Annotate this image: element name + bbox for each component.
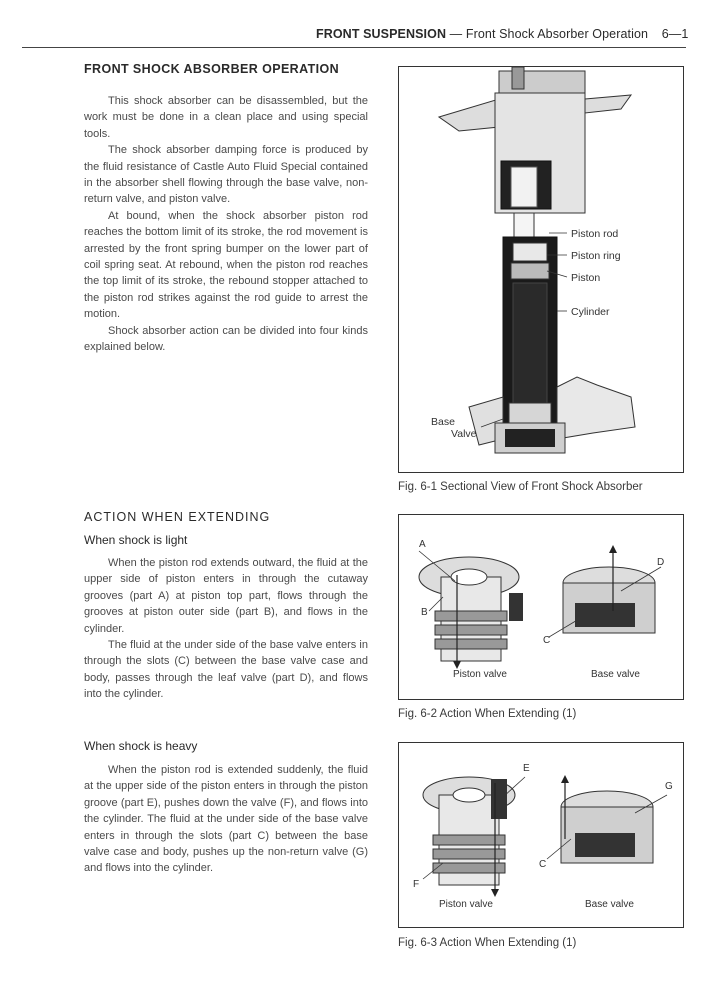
label-e: E bbox=[523, 763, 530, 774]
label-piston-rod: Piston rod bbox=[571, 228, 619, 240]
shock-absorber-diagram bbox=[399, 67, 683, 472]
label-g: G bbox=[665, 781, 673, 792]
paragraph: The shock absorber damping force is produced by the fluid resistance of Castle Auto Fluid Special contained in the absorber shell flowing through the base valve, non-return valve, and piston valve. bbox=[84, 144, 368, 206]
subheading-light: When shock is light bbox=[84, 533, 188, 547]
header-rule bbox=[22, 47, 686, 48]
label-c: C bbox=[543, 635, 551, 646]
label-c: C bbox=[539, 859, 547, 870]
figure-shock-absorber-section bbox=[398, 66, 684, 473]
label-b: B bbox=[421, 607, 428, 618]
paragraph: At bound, when the shock absorber piston rod reaches the bottom limit of its stroke, the rod movement is arrested by the front spring bumper on the lower part of coil spring seat. At rebound, when the piston rod reaches the top limit of its stroke, the rebound stopper attached to the piston rod strikes against the rod guide to arrest the motion. bbox=[84, 209, 368, 321]
paragraph: This shock absorber can be disassembled, but the work must be done in a clean place and using special tools. bbox=[84, 95, 368, 140]
label-d: D bbox=[657, 557, 665, 568]
figure-caption: Fig. 6-2 Action When Extending (1) bbox=[398, 708, 577, 720]
label-piston-valve: Piston valve bbox=[439, 899, 493, 910]
label-a: A bbox=[419, 539, 426, 550]
section-title-extending: ACTION WHEN EXTENDING bbox=[84, 510, 271, 524]
section-title-operation: FRONT SHOCK ABSORBER OPERATION bbox=[84, 62, 340, 76]
header-section: FRONT SUSPENSION bbox=[316, 27, 447, 41]
figure-extending-heavy bbox=[398, 742, 684, 928]
paragraph: The fluid at the under side of the base valve enters in through the slots (C) between the base valve case and body, passes through the leaf valve (part D), and flows into the cylinder. bbox=[84, 639, 368, 701]
running-header bbox=[316, 27, 689, 41]
label-cylinder: Cylinder bbox=[571, 306, 610, 318]
figure-caption: Fig. 6-3 Action When Extending (1) bbox=[398, 937, 577, 949]
paragraph: When the piston rod is extended suddenly, the fluid at the upper side of the piston enters in through the piston groove (part E), pushes down the valve (F), and flows into the cylinder. The fluid at the under side of the base valve enters in through the slots (part C) between the base valve case and body, pushes up the non-return valve (G) and flows into the cylinder. bbox=[84, 764, 368, 875]
piston-base-valve-diagram bbox=[399, 515, 683, 699]
label-f: F bbox=[413, 879, 420, 890]
figure-extending-light bbox=[398, 514, 684, 700]
figure-caption: Fig. 6-1 Sectional View of Front Shock Absorber bbox=[398, 481, 643, 493]
header-subtitle: — Front Shock Absorber Operation bbox=[449, 27, 649, 41]
heavy-body bbox=[84, 762, 368, 877]
page-number: 6—1 bbox=[661, 27, 689, 41]
section1-body bbox=[84, 93, 368, 356]
subheading-heavy: When shock is heavy bbox=[84, 739, 198, 753]
paragraph: Shock absorber action can be divided into four kinds explained below. bbox=[84, 324, 368, 354]
label-piston-valve: Piston valve bbox=[453, 669, 507, 680]
paragraph: When the piston rod extends outward, the fluid at the upper side of piston enters in through the cutaway grooves (part A) at piston top part, flows through the grooves at piston outer side (part B), and flows in the cylinder. bbox=[84, 557, 368, 635]
light-body bbox=[84, 555, 368, 703]
label-base: Base bbox=[431, 416, 455, 428]
label-base-valve: Base valve bbox=[585, 899, 634, 910]
label-base-valve: Base valve bbox=[591, 669, 640, 680]
label-piston: Piston bbox=[571, 272, 601, 284]
label-valve: Valve bbox=[451, 428, 477, 440]
label-piston-ring: Piston ring bbox=[571, 250, 621, 262]
piston-base-valve-diagram bbox=[399, 743, 683, 927]
